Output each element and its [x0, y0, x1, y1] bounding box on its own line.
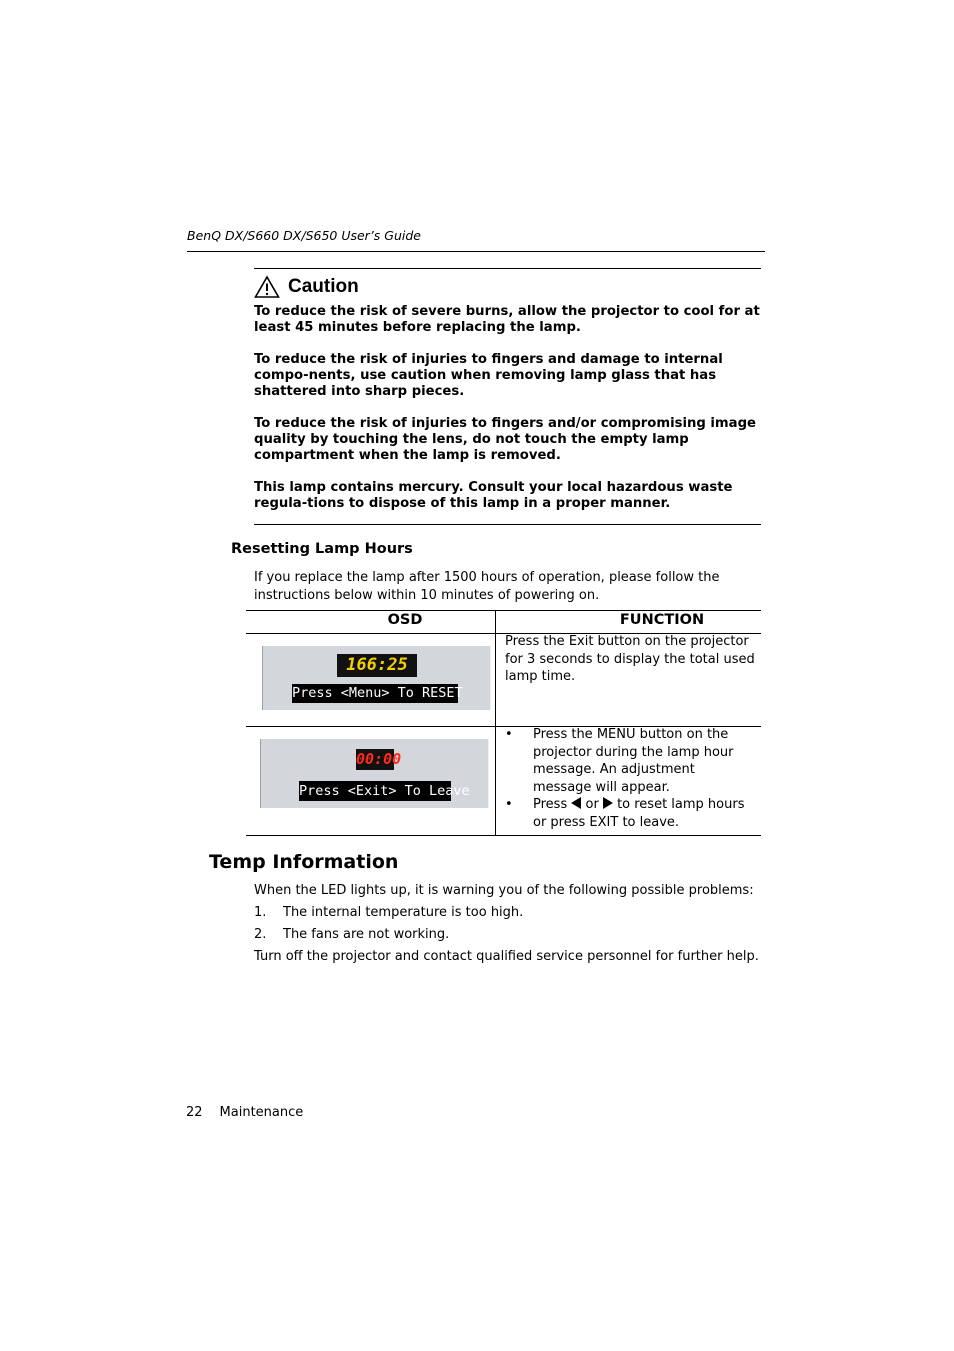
header-rule — [187, 251, 765, 252]
left-arrow-icon — [571, 797, 581, 809]
bullet: • — [505, 727, 513, 742]
footer-section: Maintenance — [219, 1105, 304, 1120]
temp-intro: When the LED lights up, it is warning you of the following possible problems: — [254, 883, 754, 898]
temp-heading: Temp Information — [209, 851, 399, 873]
caution-paragraph: To reduce the risk of severe burns, allow the projector to cool for at least 45 minutes before replacing the lamp. — [254, 304, 760, 335]
page-number: 22 — [186, 1105, 203, 1120]
caution-paragraph: This lamp contains mercury. Consult your local hazardous waste regula-tions to dispose of this lamp in a proper manner. — [254, 480, 733, 511]
caution-label: Caution — [288, 276, 359, 297]
temp-closing: Turn off the projector and contact qualified service personnel for further help. — [254, 949, 759, 964]
list-text: The fans are not working. — [283, 927, 450, 942]
osd-message: Press <Exit> To Leave — [299, 783, 470, 799]
bullet-text: Press the MENU button on the projector during the lamp hour message. An adjustment message will appear. — [533, 727, 734, 795]
reset-heading: Resetting Lamp Hours — [231, 541, 413, 557]
running-header: BenQ DX/S660 DX/S650 User’s Guide — [187, 228, 421, 243]
caution-paragraph: To reduce the risk of injuries to fingers and damage to internal compo-nents, use caution when removing lamp glass that has shattered into sharp pieces. — [254, 352, 723, 399]
column-header-function: FUNCTION — [619, 612, 705, 628]
right-arrow-icon — [603, 797, 613, 809]
list-item — [505, 726, 757, 796]
list-item — [254, 927, 449, 942]
page-footer — [186, 1105, 303, 1120]
function-text: Press the Exit button on the projector for 3 seconds to display the total used lamp time. — [505, 634, 755, 684]
osd-message: Press <Menu> To RESET — [292, 685, 463, 701]
warning-triangle-icon — [254, 275, 280, 299]
list-text: The internal temperature is too high. — [283, 905, 524, 920]
caution-paragraph: To reduce the risk of injuries to fingers and/or compromising image quality by touching the lens, do not touch the empty lamp compartment when the lamp is removed. — [254, 416, 756, 463]
bullet: • — [505, 797, 513, 812]
caution-title — [254, 275, 359, 299]
list-number: 1. — [254, 905, 267, 920]
list-number: 2. — [254, 927, 267, 942]
column-header-osd: OSD — [387, 612, 423, 628]
bullet-text: Press or to reset lamp hours or press EXIT to leave. — [533, 797, 745, 830]
reset-intro: If you replace the lamp after 1500 hours of operation, please follow the instructions below within 10 minutes of powering on. — [254, 570, 720, 603]
lamp-hour-counter: 00:00 — [356, 750, 402, 768]
list-item — [505, 796, 757, 831]
function-bullets — [505, 726, 757, 831]
table-rule — [246, 835, 761, 836]
table-divider — [495, 610, 496, 835]
list-item — [254, 905, 523, 920]
osd-screenshot — [260, 739, 489, 808]
lamp-hour-counter: 166:25 — [337, 654, 417, 677]
osd-screenshot — [262, 646, 491, 710]
